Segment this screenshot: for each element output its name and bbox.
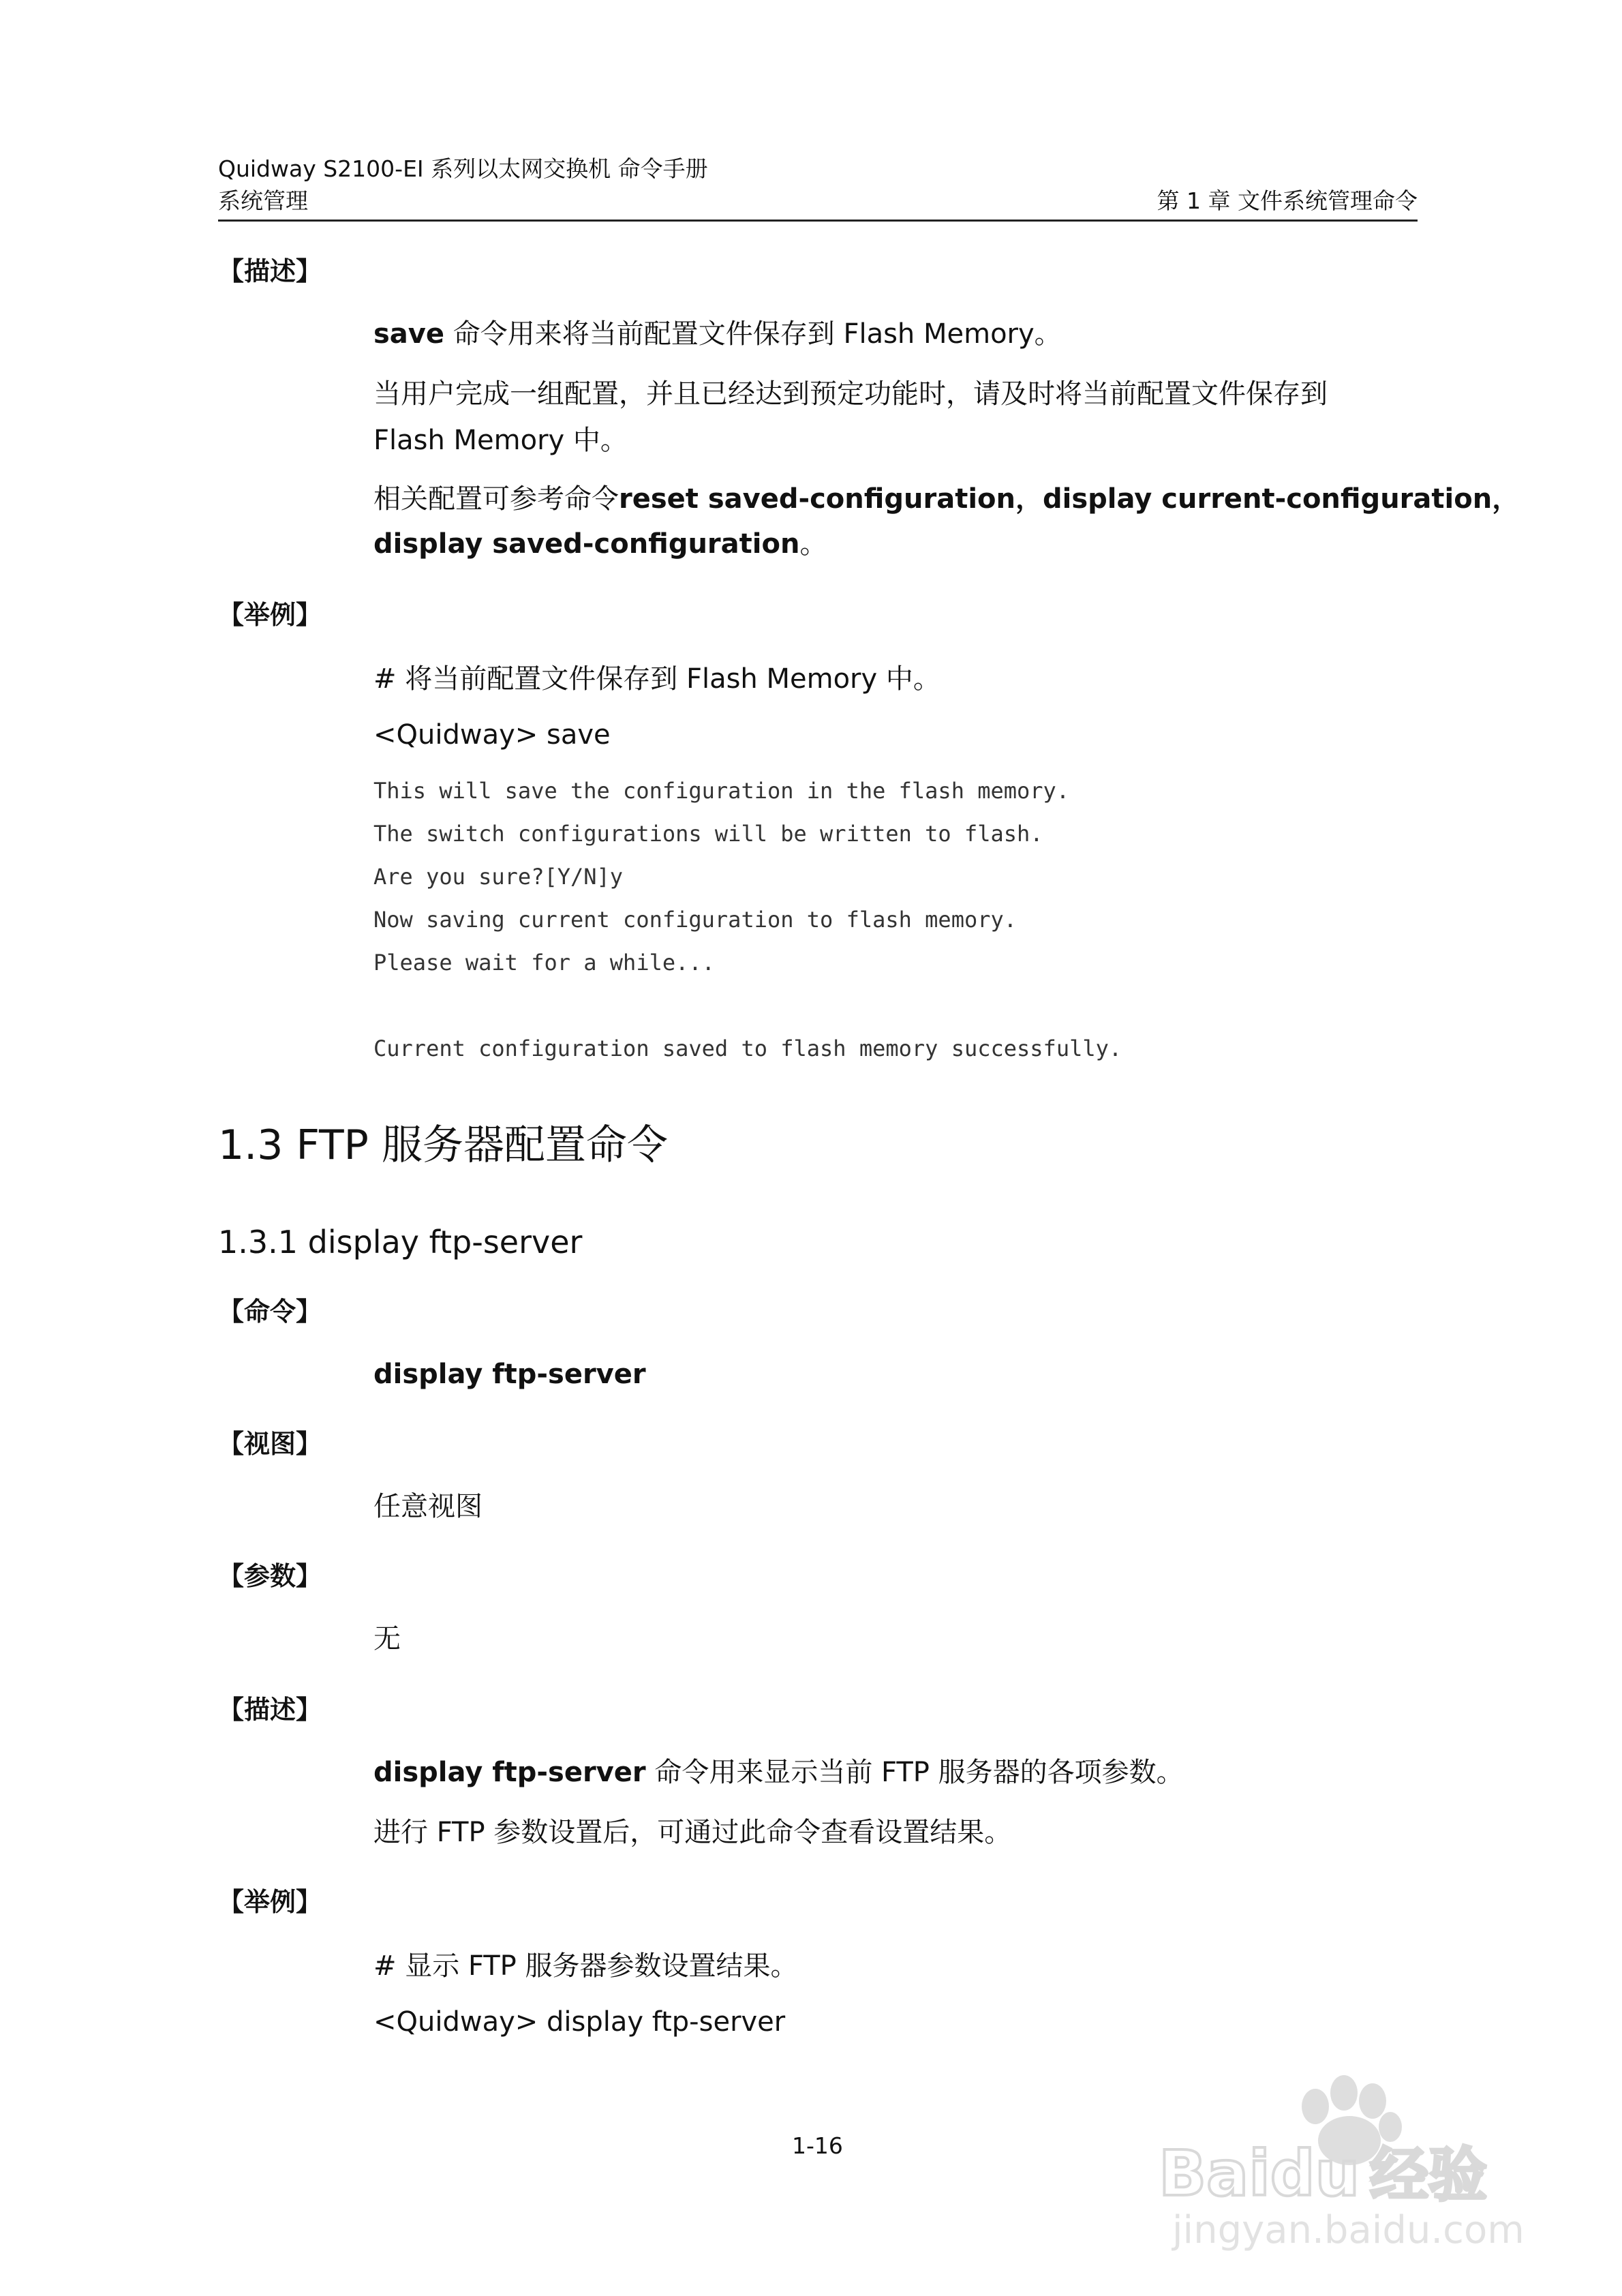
console-output-line: This will save the configuration in the flash memory. [373, 778, 1070, 804]
page-number: 1-16 [792, 2132, 843, 2159]
save-desc-p1: save 命令用来将当前配置文件保存到 Flash Memory。 [373, 318, 1062, 350]
header-rule [218, 220, 1418, 222]
subsection-heading-1-3-1: 1.3.1 display ftp-server [218, 1224, 583, 1260]
parameters-value: 无 [373, 1623, 401, 1655]
label-description: 【描述】 [218, 256, 322, 286]
label-description: 【描述】 [218, 1695, 322, 1725]
label-parameters: 【参数】 [218, 1561, 322, 1591]
section-heading-1-3: 1.3 FTP 服务器配置命令 [218, 1121, 668, 1169]
ftp-example-comment: # 显示 FTP 服务器参数设置结果。 [373, 1950, 798, 1982]
baidu-watermark [1145, 2059, 1554, 2263]
chapter-title: 第 1 章 文件系统管理命令 [1157, 187, 1418, 214]
console-output-line: The switch configurations will be written to flash. [373, 821, 1043, 847]
save-desc-p2-line1: 当用户完成一组配置，并且已经达到预定功能时，请及时将当前配置文件保存到 [373, 378, 1328, 410]
section-name: 系统管理 [218, 187, 308, 214]
save-desc-p2-line2: Flash Memory 中。 [373, 425, 628, 456]
console-output-line: Current configuration saved to flash memory successfully. [373, 1036, 1122, 1061]
save-desc-p3-line1: 相关配置可参考命令reset saved-configuration，display current-configuration， [373, 483, 1520, 515]
save-cmd: save [373, 318, 445, 350]
ftp-desc-p1: display ftp-server 命令用来显示当前 FTP 服务器的各项参数。 [373, 1757, 1184, 1788]
command-syntax: display ftp-server [373, 1359, 646, 1390]
example-comment: # 将当前配置文件保存到 Flash Memory 中。 [373, 663, 940, 695]
ftp-desc-p2: 进行 FTP 参数设置后，可通过此命令查看设置结果。 [373, 1817, 1012, 1848]
label-view: 【视图】 [218, 1429, 322, 1459]
save-desc-p3-line2: display saved-configuration。 [373, 528, 827, 560]
watermark-brand-cn: 经验 [1370, 2141, 1487, 2209]
ftp-example-prompt: <Quidway> display ftp-server [373, 2006, 786, 2038]
label-command: 【命令】 [218, 1297, 322, 1327]
console-output-line: Now saving current configuration to flash memory. [373, 907, 1017, 933]
view-value: 任意视图 [373, 1491, 483, 1522]
watermark-url: jingyan.baidu.com [1172, 2208, 1525, 2252]
console-output-line: Are you sure?[Y/N]y [373, 864, 624, 890]
label-example: 【举例】 [218, 1887, 322, 1917]
example-prompt: <Quidway> save [373, 719, 611, 751]
label-example: 【举例】 [218, 600, 322, 630]
console-output-line: Please wait for a while... [373, 950, 715, 976]
manual-title: Quidway S2100-EI 系列以太网交换机 命令手册 [218, 155, 708, 182]
watermark-brand: Baidu [1159, 2137, 1360, 2210]
